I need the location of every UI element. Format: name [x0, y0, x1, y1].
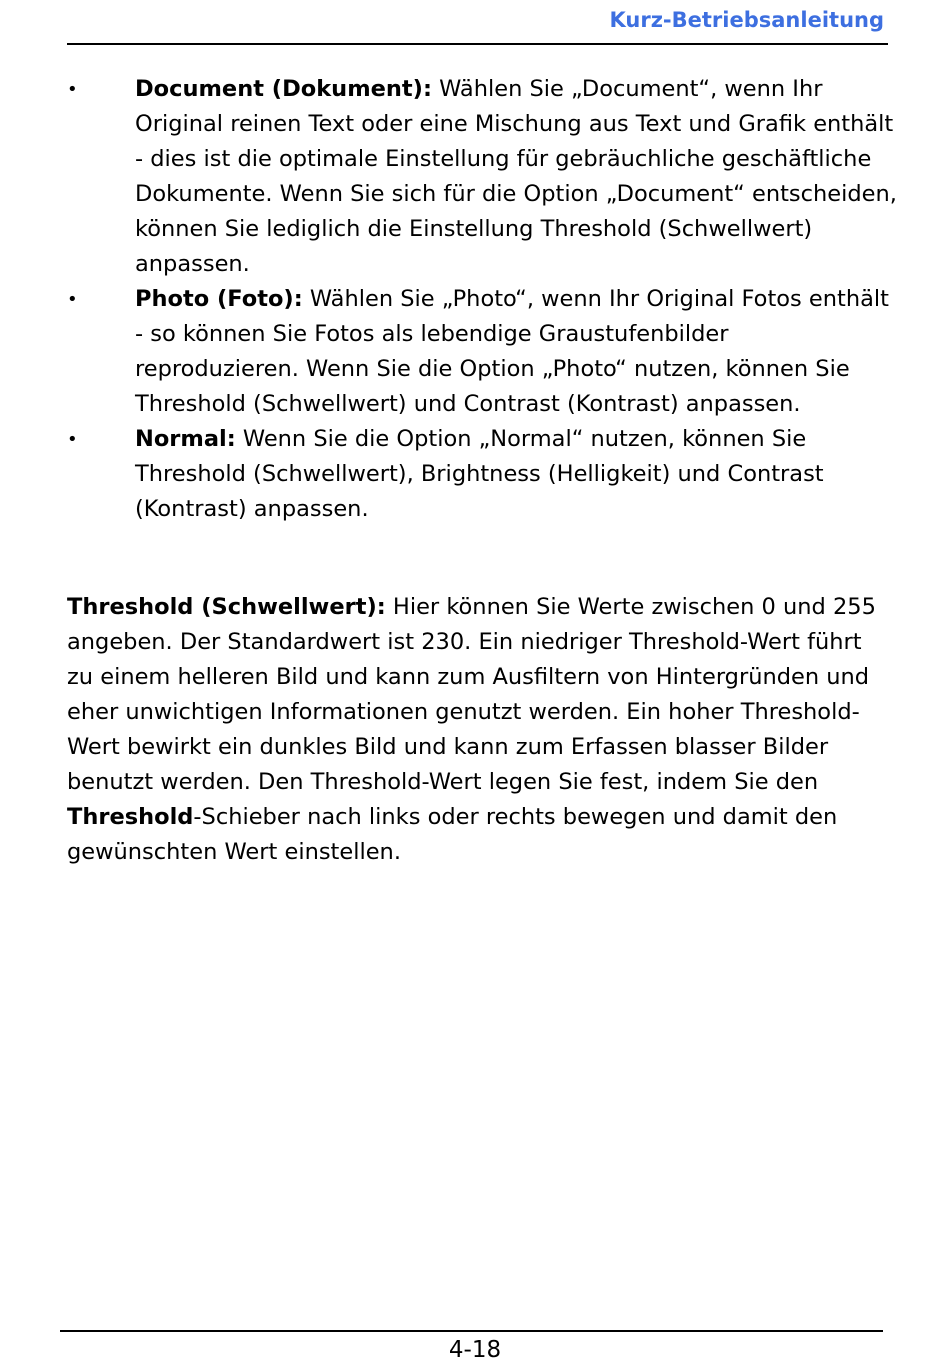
bullet-item-normal	[67, 422, 897, 527]
footer-divider	[60, 1330, 883, 1332]
bullet-marker: •	[67, 429, 78, 450]
page-number: 4-18	[448, 1337, 502, 1363]
threshold-term: Threshold (Schwellwert):	[67, 594, 386, 620]
threshold-paragraph	[67, 590, 887, 870]
running-header-title: Kurz-Betriebsanleitung	[609, 8, 884, 32]
bullet-term: Normal:	[135, 426, 236, 452]
bullet-marker: •	[67, 79, 78, 100]
header-divider	[67, 43, 888, 45]
threshold-text-part-2: -Schieber nach links oder rechts bewegen und damit den gewünschten Wert einstellen.	[67, 804, 838, 865]
threshold-text-part-1: Hier können Sie Werte zwischen 0 und 255 angeben. Der Standardwert ist 230. Ein niedriger Threshold-Wert führt zu einem helleren Bild und kann zum Ausfiltern von Hintergründen und eher unwichtigen Informationen genutzt werden. Ein hoher Threshold-Wert bewirkt ein dunkles Bild und kann zum Erfassen blasser Bilder benutzt werden. Den Threshold-Wert legen Sie fest, indem Sie den	[67, 594, 876, 795]
bullet-text: Wenn Sie die Option „Normal“ nutzen, können Sie Threshold (Schwellwert), Brightness (Helligkeit) und Contrast (Kontrast) anpassen.	[135, 426, 824, 522]
bullet-term: Document (Dokument):	[135, 76, 432, 102]
threshold-emphasis: Threshold	[67, 804, 194, 830]
bullet-marker: •	[67, 289, 78, 310]
bullet-item-photo	[67, 282, 897, 422]
options-bullet-list	[67, 72, 897, 527]
bullet-text: Wählen Sie „Photo“, wenn Ihr Original Fotos enthält - so können Sie Fotos als lebendige Graustufenbilder reproduzieren. Wenn Sie die Option „Photo“ nutzen, können Sie Threshold (Schwellwert) und Contrast (Kontrast) anpassen.	[135, 286, 889, 417]
bullet-item-document	[67, 72, 897, 282]
bullet-term: Photo (Foto):	[135, 286, 303, 312]
bullet-text: Wählen Sie „Document“, wenn Ihr Original reinen Text oder eine Mischung aus Text und Grafik enthält - dies ist die optimale Einstellung für gebräuchliche geschäftliche Dokumente. Wenn Sie sich für die Option „Document“ entscheiden, können Sie lediglich die Einstellung Threshold (Schwellwert) anpassen.	[135, 76, 897, 277]
